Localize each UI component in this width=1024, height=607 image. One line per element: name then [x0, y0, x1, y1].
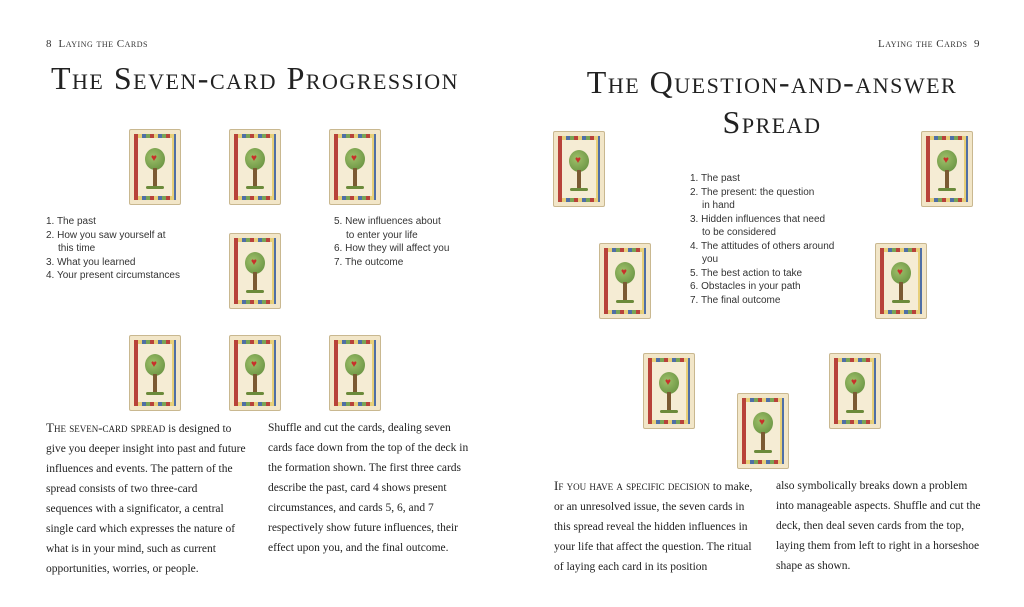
body-text: to make, or an unresolved issue, the seven cards in this spread reveal the hidden influences in your life that affect the question. The ritual of laying each card in its position [554, 481, 753, 573]
page-title: The Seven-card Progression [50, 60, 460, 96]
legend-item: 4. The attitudes of others around [690, 240, 835, 252]
body-text: is designed to give you deeper insight into past and future influences and events. The pattern of the spread consists of two three-card sequences with a significator, a central single card which expresses the nature of what is in your mind, such as current opportunities, worries, or people. [46, 423, 246, 575]
legend-item: 6. Obstacles in your path [690, 281, 801, 292]
tarot-card-5: ♥ [130, 336, 180, 410]
lead-in: If you have a specific decision [554, 478, 710, 493]
tarot-card-7: ♥ [330, 336, 380, 410]
body-column-1 [46, 418, 246, 579]
running-head-left [46, 38, 148, 50]
position-legend [690, 172, 834, 307]
page-number: 8 [46, 38, 52, 50]
legend-item: 1. The past [690, 173, 740, 184]
lead-in: The seven-card spread [46, 420, 166, 435]
page-number: 9 [974, 38, 980, 50]
tarot-card-7: ♥ [922, 132, 972, 206]
running-head-text: Laying the Cards [878, 38, 968, 50]
legend-item: in hand [702, 200, 735, 211]
legend-item: to enter your life [346, 229, 418, 241]
tarot-card-3: ♥ [330, 130, 380, 204]
tarot-card-3: ♥ [644, 354, 694, 428]
legend-item: 2. How you saw yourself at [46, 229, 166, 241]
body-column-1 [554, 476, 754, 577]
tarot-card-2: ♥ [230, 130, 280, 204]
legend-item: 3. What you learned [46, 256, 136, 268]
legend-item: 3. Hidden influences that need [690, 213, 826, 225]
body-column-2 [776, 476, 984, 576]
tarot-card-6: ♥ [230, 336, 280, 410]
page-title [552, 62, 992, 142]
legend-item: 7. The final outcome [690, 294, 781, 306]
right-page [512, 0, 1024, 607]
tarot-card-1: ♥ [554, 132, 604, 206]
position-legend-left [46, 215, 180, 283]
legend-item: 7. The outcome [334, 256, 404, 268]
tarot-card-1: ♥ [130, 130, 180, 204]
tarot-card-2: ♥ [600, 244, 650, 318]
legend-item: 1. The past [46, 216, 96, 227]
title-line-1: The Question-and-answer [586, 64, 958, 100]
legend-item: to be considered [702, 227, 776, 238]
legend-item: you [702, 254, 719, 265]
title-line-2: Spread [722, 104, 822, 140]
running-head-right [878, 38, 980, 50]
running-head-text: Laying the Cards [58, 38, 148, 50]
legend-item: 6. How they will affect you [334, 243, 450, 254]
body-text: Shuffle and cut the cards, dealing seven cards face down from the top of the deck in the formation shown. The first three cards describe the past, card 4 shows present circumstances, and cards 5, 6, and 7 respectively show future influences, their effect upon you, and the final outcome. [268, 422, 469, 554]
legend-item: 5. New influences about [334, 216, 441, 227]
tarot-card-5: ♥ [830, 354, 880, 428]
legend-item: 2. The present: the question [690, 186, 815, 198]
tarot-card-4: ♥ [230, 234, 280, 308]
legend-item: 4. Your present circumstances [46, 270, 180, 281]
legend-item: 5. The best action to take [690, 267, 803, 279]
tarot-card-4: ♥ [738, 394, 788, 468]
tarot-card-6: ♥ [876, 244, 926, 318]
body-column-2 [268, 418, 473, 558]
body-text: also symbolically breaks down a problem into manageable aspects. Shuffle and cut the deck, then deal seven cards from the top, laying them from left to right in a horseshoe shape as shown. [776, 480, 981, 572]
position-legend-right [334, 215, 449, 269]
legend-item: this time [58, 243, 96, 254]
